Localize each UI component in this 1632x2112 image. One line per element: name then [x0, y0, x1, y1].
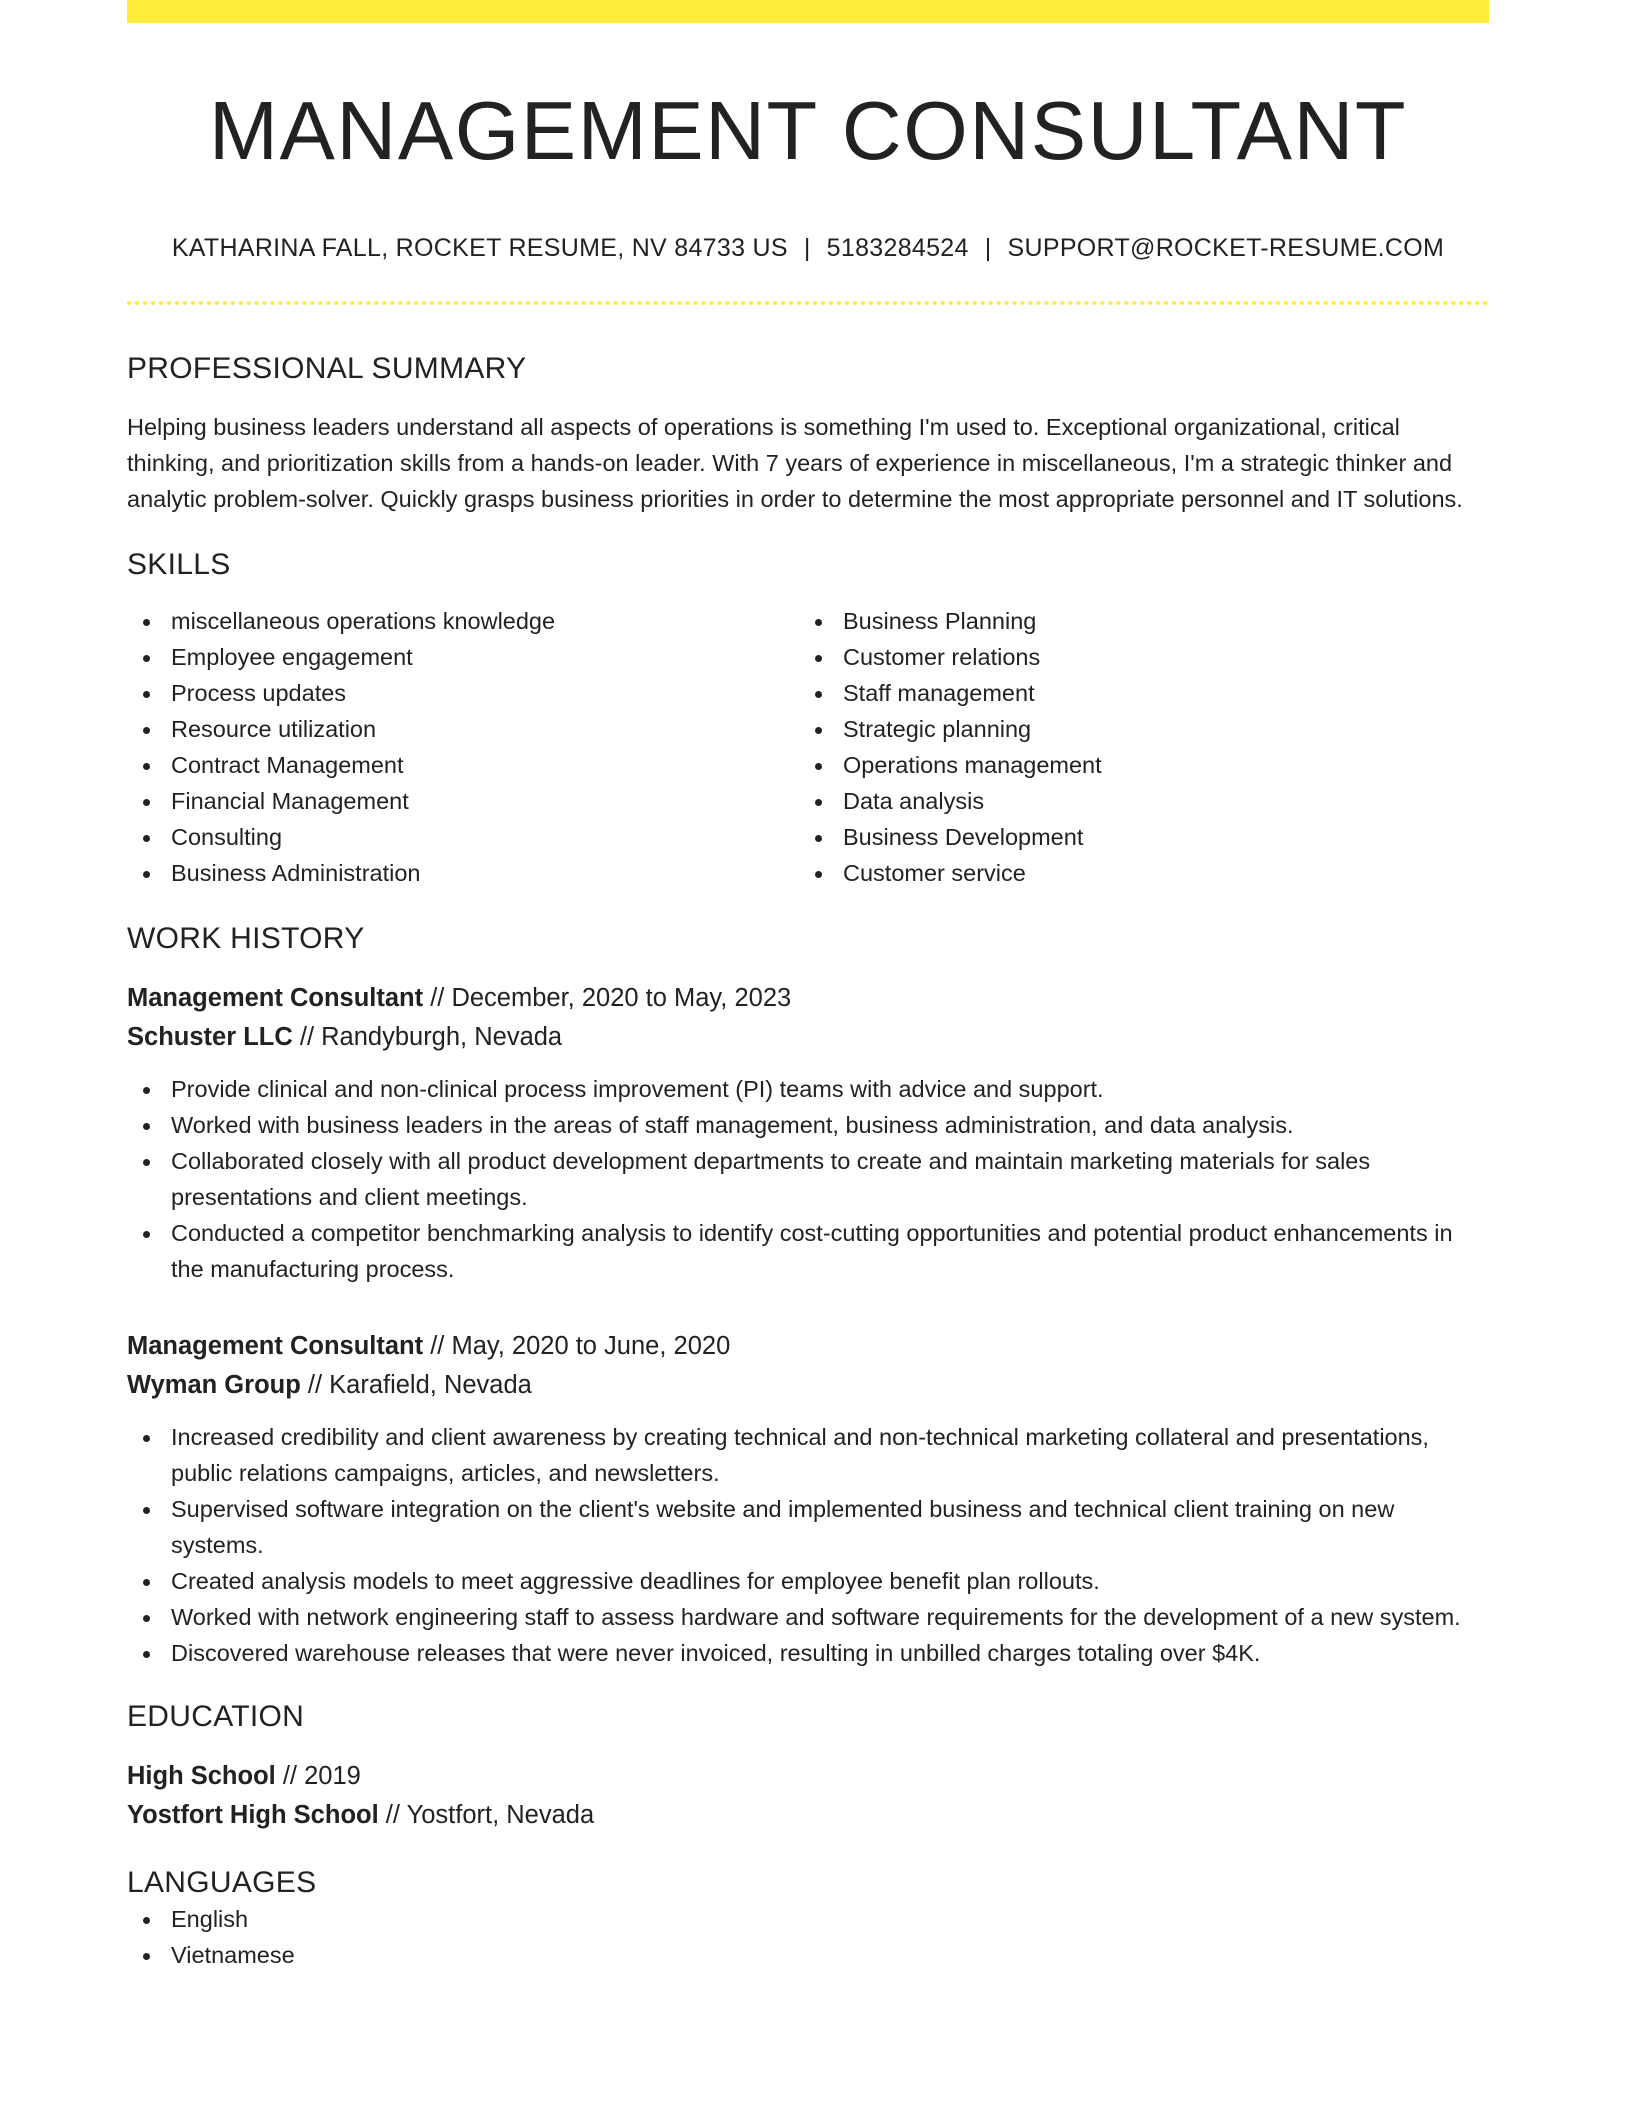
education-entry	[127, 1757, 1489, 1835]
skill-item: Strategic planning	[799, 711, 1471, 747]
job-bullet: Created analysis models to meet aggressive deadlines for employee benefit plan rollouts.	[127, 1563, 1489, 1599]
contact-phone: 5183284524	[826, 234, 969, 263]
job-company-line	[127, 1366, 1489, 1405]
resume-page	[127, 0, 1489, 1973]
job-bullets	[127, 1071, 1489, 1287]
summary-heading: PROFESSIONAL SUMMARY	[127, 352, 527, 386]
skill-item: Business Administration	[127, 855, 799, 891]
resume-title: MANAGEMENT CONSULTANT	[208, 84, 1408, 177]
language-item: Vietnamese	[127, 1937, 1489, 1973]
job-location: // Karafield, Nevada	[300, 1371, 532, 1400]
education-school: Yostfort High School	[127, 1801, 379, 1830]
education-location: // Yostfort, Nevada	[378, 1801, 595, 1830]
job-bullet: Collaborated closely with all product development departments to create and maintain marketing materials for sales presentations and client meetings.	[127, 1143, 1489, 1215]
skill-item: Customer relations	[799, 639, 1471, 675]
dotted-divider	[127, 301, 1489, 305]
job-company: Schuster LLC	[127, 1023, 293, 1052]
skills-columns	[127, 603, 1489, 891]
contact-address: KATHARINA FALL, ROCKET RESUME, NV 84733 US	[171, 234, 788, 263]
job-role: Management Consultant	[127, 1332, 424, 1361]
job-entry	[127, 979, 1489, 1287]
job-role: Management Consultant	[127, 984, 424, 1013]
job-role-line	[127, 979, 1489, 1018]
job-location: // Randyburgh, Nevada	[292, 1023, 563, 1052]
skill-item: Data analysis	[799, 783, 1471, 819]
education-degree: High School	[127, 1762, 276, 1791]
education-degree-line	[127, 1757, 1489, 1796]
skill-item: Staff management	[799, 675, 1471, 711]
job-bullet: Worked with business leaders in the areas of staff management, business administration, and data analysis.	[127, 1107, 1489, 1143]
job-role-line	[127, 1327, 1489, 1366]
languages-list	[127, 1901, 1489, 1973]
skills-column-right	[799, 603, 1471, 891]
job-entry	[127, 1327, 1489, 1671]
skill-item: Process updates	[127, 675, 799, 711]
skill-item: Consulting	[127, 819, 799, 855]
education-year: // 2019	[275, 1762, 361, 1791]
job-bullet: Provide clinical and non-clinical process improvement (PI) teams with advice and support.	[127, 1071, 1489, 1107]
language-item: English	[127, 1901, 1489, 1937]
accent-top-bar	[127, 0, 1489, 23]
education-school-line	[127, 1796, 1489, 1835]
contact-line	[127, 234, 1489, 263]
skill-item: Resource utilization	[127, 711, 799, 747]
skill-item: Contract Management	[127, 747, 799, 783]
skill-item: Customer service	[799, 855, 1471, 891]
skill-item: Financial Management	[127, 783, 799, 819]
job-company: Wyman Group	[127, 1371, 301, 1400]
job-bullets	[127, 1419, 1489, 1671]
contact-separator: |	[803, 234, 811, 263]
skills-column-left	[127, 603, 799, 891]
skill-item: Business Planning	[799, 603, 1471, 639]
job-bullet: Supervised software integration on the client's website and implemented business and technical client training on new systems.	[127, 1491, 1489, 1563]
skills-heading: SKILLS	[127, 548, 231, 582]
job-bullet: Conducted a competitor benchmarking analysis to identify cost-cutting opportunities and potential product enhancements in the manufacturing process.	[127, 1215, 1489, 1287]
skill-item: miscellaneous operations knowledge	[127, 603, 799, 639]
job-bullet: Increased credibility and client awareness by creating technical and non-technical marketing collateral and presentations, public relations campaigns, articles, and newsletters.	[127, 1419, 1489, 1491]
job-dates: // May, 2020 to June, 2020	[423, 1332, 731, 1361]
work-history-heading: WORK HISTORY	[127, 922, 365, 956]
skill-item: Employee engagement	[127, 639, 799, 675]
job-bullet: Discovered warehouse releases that were never invoiced, resulting in unbilled charges totaling over $4K.	[127, 1635, 1489, 1671]
job-bullet: Worked with network engineering staff to assess hardware and software requirements for the development of a new system.	[127, 1599, 1489, 1635]
skill-item: Operations management	[799, 747, 1471, 783]
summary-text: Helping business leaders understand all aspects of operations is something I'm used to. Exceptional organizational, critical thinking, and prioritization skills from a hands-on leader. With 7 years of experience in miscellaneous, I'm a strategic thinker and analytic problem-solver. Quickly grasps business priorities in order to determine the most appropriate personnel and IT solutions.	[127, 414, 1463, 513]
contact-email: SUPPORT@ROCKET-RESUME.COM	[1007, 234, 1445, 263]
job-company-line	[127, 1018, 1489, 1057]
skill-item: Business Development	[799, 819, 1471, 855]
job-dates: // December, 2020 to May, 2023	[423, 984, 792, 1013]
contact-separator: |	[984, 234, 992, 263]
education-heading: EDUCATION	[127, 1700, 305, 1734]
languages-heading: LANGUAGES	[127, 1866, 317, 1900]
